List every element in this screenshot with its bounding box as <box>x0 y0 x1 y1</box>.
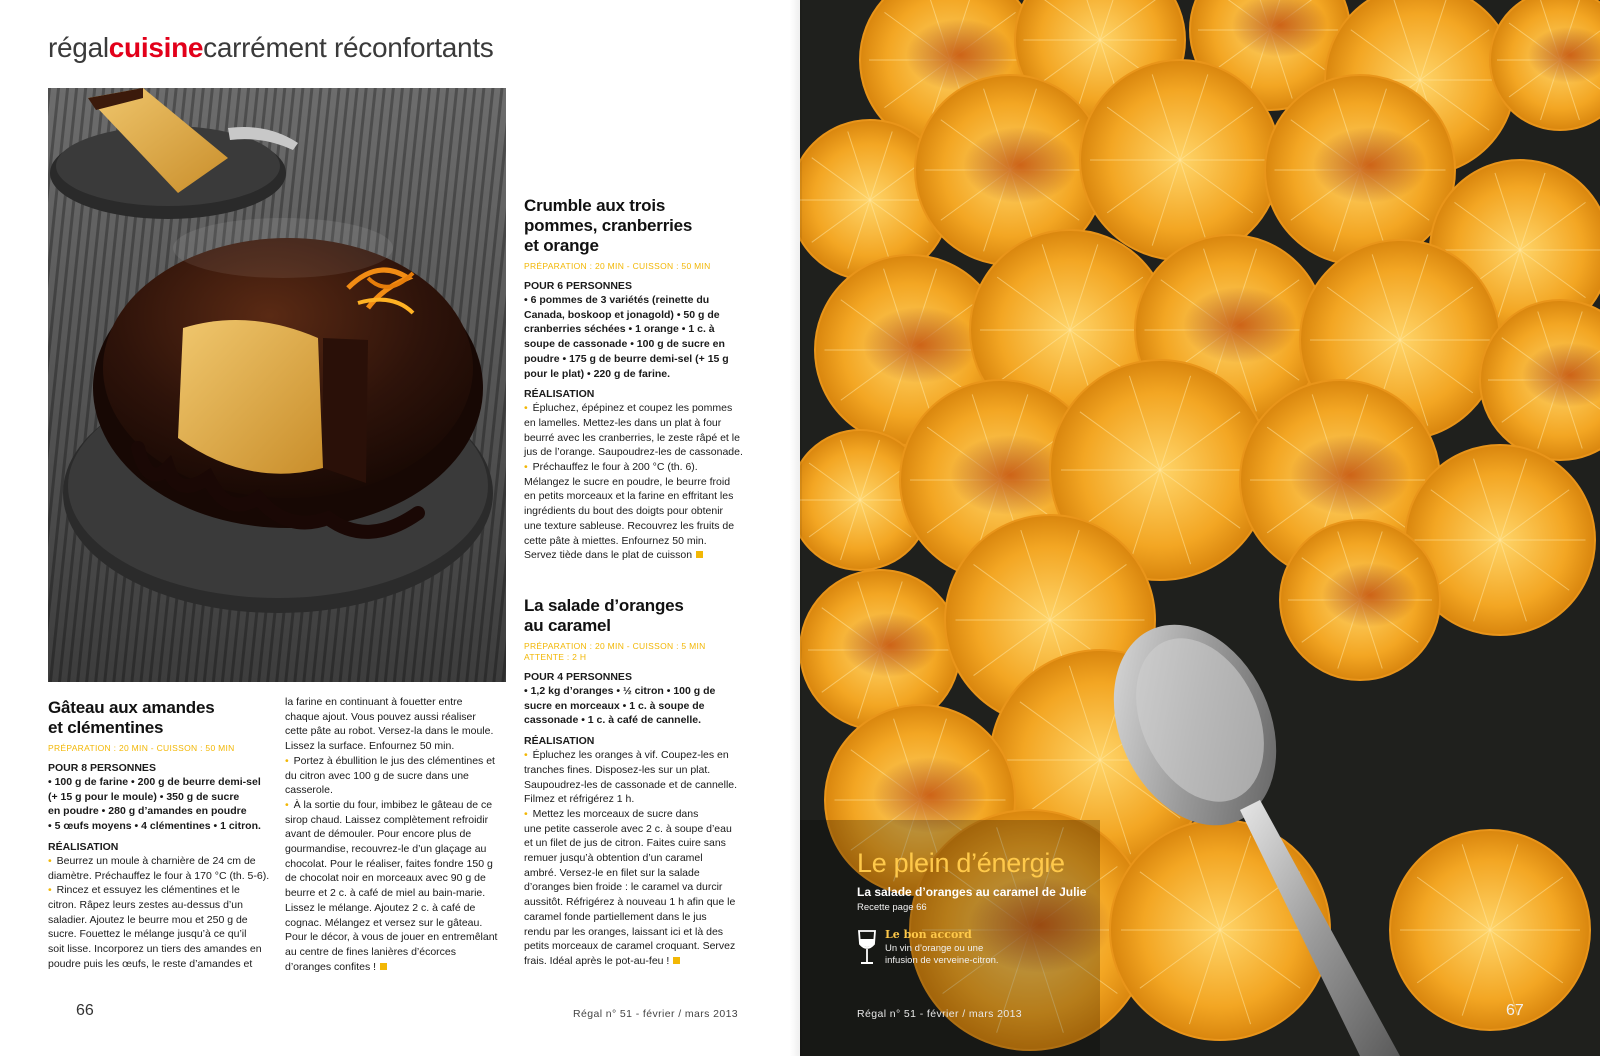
step-text: avant de démouler. Pour encore plus de <box>285 828 472 841</box>
issue-footer: Régal n° 51 - février / mars 2013 <box>573 1008 739 1020</box>
method-line <box>285 783 507 798</box>
step-text: soit lisse. Incorporez un tiers des amandes en <box>48 943 262 956</box>
method-line <box>524 939 750 954</box>
header-subtitle: carrément réconfortants <box>203 32 494 63</box>
method-line <box>285 916 507 931</box>
step-text: Mettez les morceaux de sucre dans <box>529 807 699 820</box>
method-heading: RÉALISATION <box>524 388 595 401</box>
step-bullet: • <box>524 807 528 820</box>
caramel-drizzle <box>963 127 1077 203</box>
method-line <box>524 548 750 563</box>
step-text: Beurrez un moule à charnière de 24 cm de <box>53 854 256 867</box>
step-text: saladier. Ajoutez le beurre mou et 250 g de <box>48 913 248 926</box>
step-text: cognac. Mélangez et versez sur le gâteau. <box>285 916 483 929</box>
method-line <box>524 519 750 534</box>
step-text: d’oranges confites ! <box>285 960 377 973</box>
step-bullet: • <box>524 461 528 474</box>
method-heading: RÉALISATION <box>524 735 595 748</box>
method-line <box>524 763 750 778</box>
ingredient-list: • 6 pommes de 3 variétés (reinette du Canada, boskoop et jonagold) • 50 g de cranberries séchées • 1 orange • 1 c. à soupe de cassonade • 100 g de sucre en poudre • 175 g de beurre demi-sel (+ 15 g pour le plat) • 220 g de farine. <box>524 294 729 380</box>
method-line <box>285 739 507 754</box>
caramel-drizzle <box>1313 127 1427 203</box>
step-text: ambré. Versez-le en filet sur la salade <box>524 866 700 879</box>
method-line <box>524 880 750 895</box>
step-text: une petite casserole avec 2 c. à soupe d’eau <box>524 822 732 835</box>
method-line <box>524 416 750 431</box>
caramel-drizzle <box>1290 435 1410 515</box>
method-line <box>48 854 270 869</box>
page-number: 66 <box>76 1002 94 1019</box>
step-text: la farine en continuant à fouetter entre <box>285 696 463 708</box>
method-line <box>48 957 270 972</box>
method-line <box>524 401 750 416</box>
method-line <box>285 886 507 901</box>
step-text: de chocolat noir en morceaux avec 90 g de <box>285 872 486 885</box>
pairing-title: Le bon accord <box>885 928 972 941</box>
method-line <box>524 807 750 822</box>
step-text: une texture sableuse. Recouvrez les fruits de <box>524 519 735 532</box>
recipe-gateau-continued <box>285 695 507 974</box>
method-line <box>285 724 507 739</box>
step-text: Rincez et essuyez les clémentines et le <box>53 884 240 897</box>
spread-gutter <box>790 0 802 1056</box>
recipe-servings: POUR 6 PERSONNES <box>524 280 632 292</box>
step-text: Épluchez les oranges à vif. Coupez-les en <box>529 749 729 762</box>
ingredient-list: • 1,2 kg d’oranges • ½ citron • 100 g de sucre en morceaux • 1 c. à soupe de cassonade • 1 c. à café de cannelle. <box>524 685 716 727</box>
square-end-icon <box>696 551 703 558</box>
step-text: Portez à ébullition le jus des clémentines et <box>290 754 495 767</box>
method-line <box>285 945 507 960</box>
step-text: Lissez le mélange. Ajoutez 2 c. à café de <box>285 901 476 914</box>
method-line <box>524 866 750 881</box>
caramel-drizzle <box>1322 563 1418 627</box>
step-text: remuer jusqu’à obtention d’un caramel <box>524 852 703 865</box>
step-text: Lissez la surface. Enfournez 50 min. <box>285 740 455 753</box>
step-text: et un filet de jus de citron. Faites cuire sans <box>524 837 726 850</box>
method-line <box>48 942 270 957</box>
method-line <box>524 895 750 910</box>
method-line <box>285 842 507 857</box>
square-end-icon <box>673 957 680 964</box>
method-line <box>524 822 750 837</box>
method-line <box>285 754 507 769</box>
recipe-title: Gâteau aux amandes et clémentines <box>48 698 215 737</box>
method-line <box>524 504 750 519</box>
step-text: diamètre. Préchauffez le four à 170 °C (th. 5-6). <box>48 869 270 882</box>
recipe-servings: POUR 8 PERSONNES <box>48 762 156 774</box>
step-text: en lamelles. Mettez-les dans un plat à four <box>524 416 722 429</box>
recipe-title: La salade d’oranges au caramel <box>524 596 684 635</box>
method-line <box>48 913 270 928</box>
step-text: cette pâte à miettes. Enfournez 50 min. <box>524 534 707 547</box>
step-text: jus de l’orange. Saupoudrez-les de cassonade. <box>524 446 743 459</box>
step-text: beurre et 2 c. à café de miel au bain-marie. <box>285 887 486 900</box>
recipe-timing: PRÉPARATION : 20 MIN - CUISSON : 50 MIN <box>524 261 711 271</box>
recipe-reference: Recette page 66 <box>857 902 927 913</box>
method-line <box>524 475 750 490</box>
method-line <box>524 925 750 940</box>
method-line <box>524 778 750 793</box>
recipe-title: Crumble aux trois pommes, cranberries et orange <box>524 196 693 255</box>
step-text: chocolat. Pour le réaliser, faites fondre 150 g <box>285 857 493 870</box>
method-line <box>524 445 750 460</box>
step-bullet: • <box>285 798 289 811</box>
feature-title: Le plein d’énergie <box>857 848 1065 878</box>
method-line <box>524 489 750 504</box>
wine-glass-icon <box>857 930 877 966</box>
step-text: au centre de fines lanières d’écorces <box>285 945 457 958</box>
step-text: du citron avec 100 g de sucre dans une <box>285 769 469 782</box>
method-line <box>48 927 270 942</box>
step-text: À la sortie du four, imbibez le gâteau de ce <box>290 798 493 811</box>
method-line <box>285 710 507 725</box>
method-line <box>48 883 270 898</box>
step-bullet: • <box>48 884 52 897</box>
pairing-text: Un vin d’orange ou une infusion de verveine-citron. <box>885 943 999 966</box>
method-line <box>524 954 750 969</box>
step-bullet: • <box>48 854 52 867</box>
step-text: frais. Idéal après le pot-au-feu ! <box>524 954 670 967</box>
method-line <box>524 851 750 866</box>
step-text: aussitôt. Réfrigérez à nouveau 1 h afin que le <box>524 896 736 909</box>
method-line <box>524 534 750 549</box>
method-line <box>285 857 507 872</box>
method-steps <box>524 748 750 969</box>
step-text: Préchauffez le four à 200 °C (th. 6). <box>529 461 698 474</box>
step-text: citron. Râpez leurs zestes au-dessus d’un <box>48 898 243 911</box>
method-line <box>524 748 750 763</box>
feature-caption <box>857 848 1087 966</box>
method-line <box>285 960 507 975</box>
method-line <box>285 827 507 842</box>
recipe-timing: PRÉPARATION : 20 MIN - CUISSON : 50 MIN <box>48 743 235 753</box>
step-text: petits morceaux de caramel croquant. Servez <box>524 940 736 953</box>
method-line <box>524 792 750 807</box>
step-text: chaque ajout. Vous pouvez aussi réaliser <box>285 710 476 723</box>
method-heading: RÉALISATION <box>48 840 119 853</box>
ingredient-list: • 100 g de farine • 200 g de beurre demi-sel (+ 15 g pour le moule) • 350 g de sucre en poudre • 280 g d’amandes en poudre • 5 œufs moyens • 4 clémentines • 1 citron. <box>48 776 261 833</box>
header-cuisine: cuisine <box>108 32 204 63</box>
method-line <box>285 901 507 916</box>
method-steps <box>285 695 507 974</box>
recipe-servings: POUR 4 PERSONNES <box>524 671 632 683</box>
step-text: gourmandise, recouvrez-le d’un glaçage au <box>285 843 487 856</box>
step-text: sucre. Fouettez le mélange jusqu’à ce qu’il <box>48 928 247 941</box>
feature-subtitle: La salade d’oranges au caramel de Julie <box>857 885 1087 899</box>
method-line <box>524 460 750 475</box>
step-text: Pour le décor, à vous de jouer en entremêlant <box>285 931 498 944</box>
method-line <box>48 898 270 913</box>
step-bullet: • <box>285 754 289 767</box>
step-text: sirop chaud. Laissez complètement refroidir <box>285 813 489 826</box>
method-line <box>285 813 507 828</box>
step-text: Saupoudrez-les de cassonade et de cannelle. <box>524 778 738 791</box>
step-text: d’oranges bien froide : le caramel va durcir <box>524 881 723 894</box>
step-text: poudre puis les œufs, le reste d’amandes et <box>48 957 253 970</box>
step-text: beurré avec les cranberries, le zeste râpé et le <box>524 431 740 444</box>
page-header <box>48 32 494 64</box>
method-line <box>285 769 507 784</box>
step-text: casserole. <box>285 784 333 797</box>
step-text: Épluchez, épépinez et coupez les pommes <box>529 402 733 415</box>
caramel-drizzle <box>842 613 938 677</box>
method-line <box>48 869 270 884</box>
recipe-timing: PRÉPARATION : 20 MIN - CUISSON : 5 MIN ATTENTE : 2 H <box>524 641 706 662</box>
step-text: cette pâte au robot. Versez-la dans le moule. <box>285 725 494 738</box>
method-line <box>285 798 507 813</box>
method-steps <box>524 401 750 563</box>
header-regal: régal <box>48 32 109 63</box>
method-line <box>524 910 750 925</box>
method-line <box>285 871 507 886</box>
square-end-icon <box>380 963 387 970</box>
method-line <box>285 695 507 710</box>
method-line <box>524 431 750 446</box>
cake-photo <box>48 88 506 682</box>
step-text: Filmez et réfrigérez 1 h. <box>524 793 635 806</box>
caramel-drizzle <box>863 307 977 383</box>
recipe-salade <box>524 596 750 969</box>
step-text: rendu par les oranges, laissant ici et là des <box>524 925 724 938</box>
step-bullet: • <box>524 402 528 415</box>
caramel-drizzle <box>1183 287 1297 363</box>
step-text: Servez tiède dans le plat de cuisson <box>524 549 693 562</box>
method-line <box>285 930 507 945</box>
method-steps <box>48 854 270 972</box>
issue-footer: Régal n° 51 - février / mars 2013 <box>857 1008 1023 1020</box>
step-bullet: • <box>524 749 528 762</box>
step-text: Mélangez le sucre en poudre, le beurre froid <box>524 475 731 488</box>
page-number: 67 <box>1506 1002 1524 1019</box>
right-page <box>800 0 1600 1056</box>
method-line <box>524 836 750 851</box>
pairing-box <box>857 928 1057 974</box>
step-text: ingrédients du bout des doigts pour obtenir <box>524 505 724 518</box>
step-text: tranches fines. Disposez-les sur un plat. <box>524 763 711 776</box>
step-text: en petits morceaux et la farine en effritant les <box>524 490 734 503</box>
step-text: caramel fonde partiellement dans le jus <box>524 910 707 923</box>
recipe-crumble <box>524 196 750 563</box>
recipe-gateau <box>48 698 270 971</box>
